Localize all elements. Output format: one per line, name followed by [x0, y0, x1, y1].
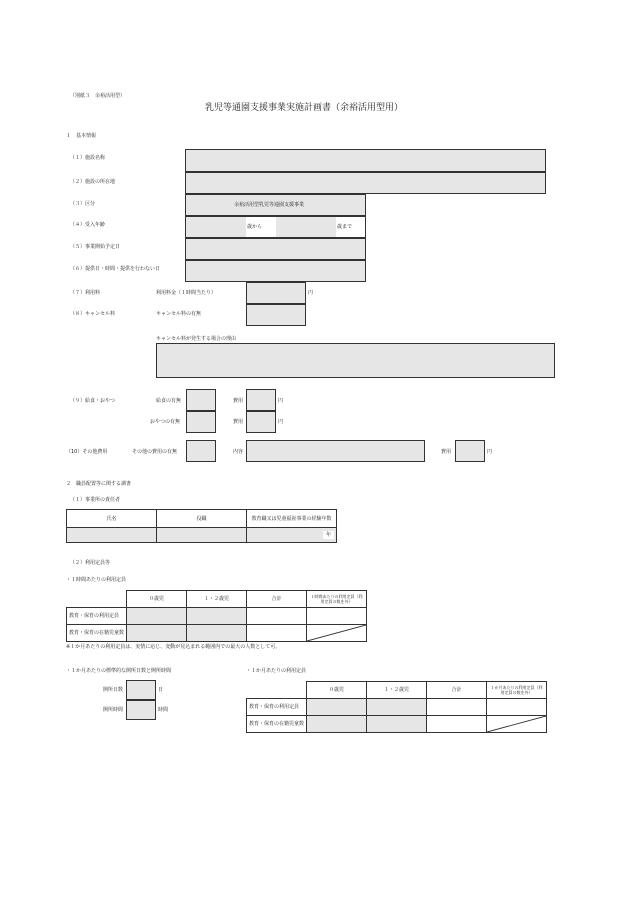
label-fee: （７）利用料	[70, 290, 101, 296]
label-capacity: （２）利用定員等	[70, 560, 111, 566]
cap-age12-cell[interactable]	[187, 608, 247, 625]
label-meal: （９）給食・おやつ	[70, 398, 116, 404]
col-age0-monthly: ０歳児	[307, 682, 367, 699]
manager-name-cell[interactable]	[67, 528, 157, 543]
other-content-label: 内容	[233, 449, 244, 455]
row-capacity-label-monthly: 教育・保育の利用定員	[247, 699, 307, 716]
label-cancel-exists: キャンセル料の有無	[156, 311, 202, 317]
hourly-capacity-table	[66, 590, 367, 642]
other-exists-field[interactable]	[186, 440, 216, 462]
label-snack-exists: おやつの有無	[150, 419, 181, 425]
capacity-note: ※１か月あたりの利用定員は、実情に応じ、変動が見込まれる範囲内での最大の人数として可。	[66, 644, 281, 650]
page-title: 乳児等通園支援事業実施計画書（余裕活用型用）	[205, 103, 404, 113]
other-cost-field[interactable]	[455, 440, 485, 462]
facility-address-field[interactable]	[185, 172, 546, 194]
attachment-label: （別紙３ 余裕活用型）	[70, 93, 126, 99]
label-manager: （１）事業所の責任者	[70, 497, 121, 503]
fixed-hour-cell-crossed	[307, 625, 367, 642]
open-days-unit: 日	[158, 687, 164, 693]
cap-total-cell	[247, 608, 307, 625]
row-fixed-label: 教育・保育の在籍児童数	[67, 625, 127, 642]
service-days-field[interactable]	[185, 260, 366, 282]
label-category: （３）区分	[70, 201, 96, 207]
label-service-days: （６）提供日・時間・提供を行わない日	[70, 266, 161, 272]
section2-heading: ２ 職員配置等に関する調書	[66, 481, 132, 487]
month-fixed-cell-crossed	[487, 716, 547, 733]
snack-yen-unit: 円	[278, 419, 284, 425]
fixed-total-cell	[247, 625, 307, 642]
fee-yen-unit: 円	[308, 290, 314, 296]
label-per-hour: ・１時間あたりの利用定員	[66, 577, 127, 583]
col-name: 氏名	[67, 510, 157, 528]
label-other-cost: （10）その他費用	[66, 449, 108, 455]
col-total: 合計	[247, 591, 307, 608]
empty-corner	[67, 591, 127, 608]
fee-field[interactable]	[246, 282, 306, 304]
col-age12: １・２歳児	[187, 591, 247, 608]
label-open-days: 開所日数	[103, 687, 124, 693]
row-capacity-label: 教育・保育の利用定員	[67, 608, 127, 625]
col-month-cap: １か月あたりの利用定員（利用定員の数を外）	[487, 682, 547, 699]
col-hour-cap: １時間あたりの利用定員（利用定員の数を外）	[307, 591, 367, 608]
label-start-date: （５）事業開始予定日	[70, 244, 121, 250]
cancel-reason-field[interactable]	[156, 343, 555, 378]
age-range-row	[185, 216, 366, 238]
manager-role-cell[interactable]	[157, 528, 247, 543]
cancel-exists-field[interactable]	[246, 304, 306, 326]
label-facility-name: （１）施設名称	[70, 155, 106, 161]
other-yen-unit: 円	[487, 449, 493, 455]
month-fixed-age0-cell[interactable]	[307, 716, 367, 733]
col-years: 教育職又は児童福祉事業の経験年数	[247, 510, 337, 528]
section1-heading: １ 基本情報	[66, 133, 97, 139]
label-cancel: （８）キャンセル料	[70, 311, 116, 317]
manager-years-cell[interactable]	[247, 528, 337, 543]
empty-corner-monthly	[247, 682, 307, 699]
col-age0: ０歳児	[127, 591, 187, 608]
snack-exists-field[interactable]	[186, 411, 216, 433]
facility-name-field[interactable]	[185, 149, 546, 172]
open-hours-field[interactable]	[126, 700, 156, 720]
open-days-field[interactable]	[126, 680, 156, 700]
label-fee-per-hour: 利用料金（１時間当たり）	[156, 290, 217, 296]
category-field	[185, 194, 366, 216]
meal-yen-unit: 円	[278, 398, 284, 404]
monthly-capacity-table	[246, 681, 547, 733]
label-age: （４）受入年齢	[70, 222, 106, 228]
label-open-hours: 開所時間	[103, 707, 124, 713]
start-date-field[interactable]	[185, 238, 366, 260]
label-cancel-reason: キャンセル料が発生する場合の理由	[156, 336, 237, 342]
fixed-age12-cell[interactable]	[187, 625, 247, 642]
fixed-age0-cell[interactable]	[127, 625, 187, 642]
age-from-label: 歳から	[247, 224, 263, 230]
month-fixed-age12-cell[interactable]	[367, 716, 427, 733]
years-unit: 年	[323, 531, 334, 539]
label-meal-exists: 給食の有無	[156, 398, 182, 404]
row-fixed-label-monthly: 教育・保育の在籍児童数	[247, 716, 307, 733]
cap-age0-cell[interactable]	[127, 608, 187, 625]
snack-cost-field[interactable]	[246, 411, 276, 433]
other-content-field[interactable]	[246, 440, 425, 462]
manager-table	[66, 509, 337, 543]
category-value: 余裕活用型乳児等通園支援事業	[234, 202, 305, 208]
col-role: 役職	[157, 510, 247, 528]
month-cap-month-cell[interactable]	[487, 699, 547, 716]
other-cost-label: 費用	[441, 449, 452, 455]
label-other-exists: その他の費用の有無	[132, 449, 178, 455]
snack-cost-label: 費用	[233, 419, 244, 425]
label-monthly-days: ・１か月あたりの標準的な開所日数と開所時間	[66, 668, 172, 674]
meal-cost-label: 費用	[233, 398, 244, 404]
month-fixed-total-cell	[427, 716, 487, 733]
meal-exists-field[interactable]	[186, 389, 216, 411]
month-cap-age0-cell[interactable]	[307, 699, 367, 716]
label-per-month: ・１か月あたりの利用定員	[246, 668, 307, 674]
meal-cost-field[interactable]	[246, 389, 276, 411]
col-age12-monthly: １・２歳児	[367, 682, 427, 699]
label-facility-address: （２）施設の所在地	[70, 179, 116, 185]
cap-hour-cell[interactable]	[307, 608, 367, 625]
month-cap-age12-cell[interactable]	[367, 699, 427, 716]
month-cap-total-cell	[427, 699, 487, 716]
col-total-monthly: 合計	[427, 682, 487, 699]
open-hours-unit: 時間	[158, 707, 169, 713]
age-to-label: 歳まで	[337, 224, 353, 230]
